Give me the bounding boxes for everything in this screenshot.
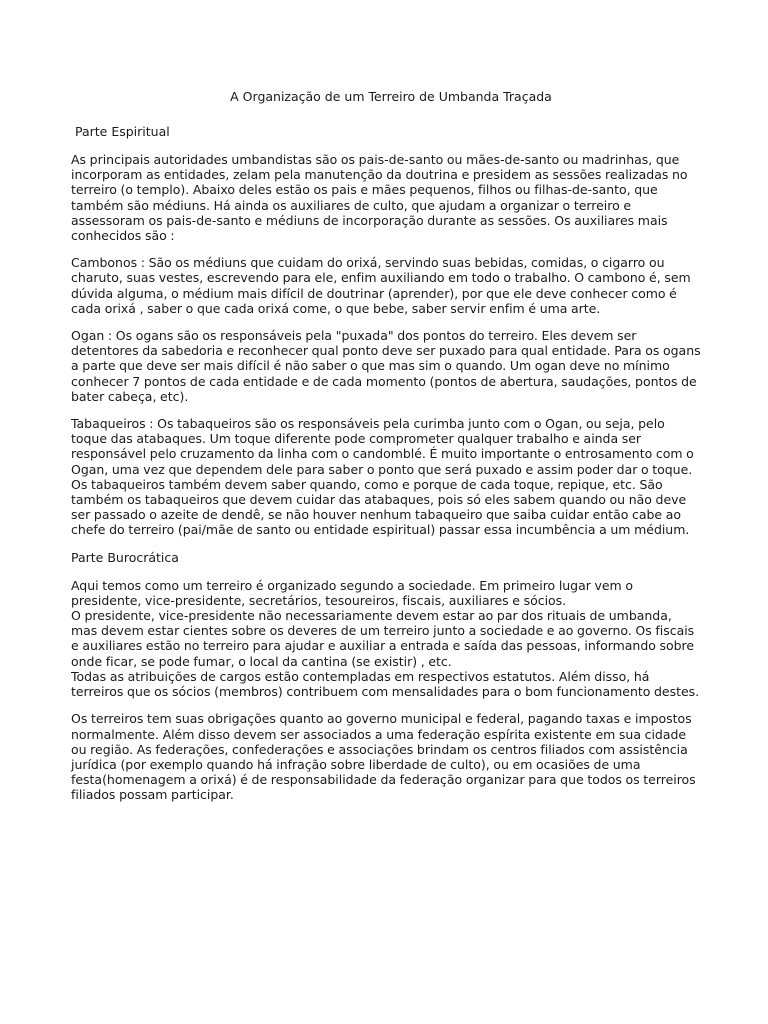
paragraph — [71, 152, 711, 243]
document-title: A Organização de um Terreiro de Umbanda Traçada — [230, 89, 552, 104]
text-line: cada orixá , saber o que cada orixá come, o que bebe, saber servir enfim é uma arte. — [71, 300, 601, 316]
text-line: Os tabaqueiros também devem saber quando, como e porque de cada toque, repique, etc. São — [71, 476, 663, 492]
text-line: conhecer 7 pontos de cada entidade e de cada momento (pontos de abertura, saudações, pontos de — [71, 373, 697, 389]
text-line: Aqui temos como um terreiro é organizado segundo a sociedade. Em primeiro lugar vem o — [71, 577, 633, 593]
text-line: Os terreiros tem suas obrigações quanto ao governo municipal e federal, pagando taxas e impostos — [71, 711, 692, 727]
paragraph — [71, 711, 711, 802]
document-page — [71, 89, 711, 815]
text-line: Tabaqueiros : Os tabaqueiros são os responsáveis pela curimba junto com o Ogan, ou seja, pelo — [71, 416, 665, 432]
text-line: terreiros que os sócios (membros) contribuem com mensalidades para o bom funcionamento destes. — [71, 684, 700, 700]
text-line: conhecidos são : — [71, 228, 175, 244]
paragraph — [71, 328, 711, 404]
text-line: charuto, suas vestes, escrevendo para ele, enfim auxiliando em todo o trabalho. O cambono é, sem — [71, 270, 691, 286]
text-line: Ogan : Os ogans são os responsáveis pela "puxada" dos pontos do terreiro. Eles devem ser — [71, 328, 637, 344]
text-line: festa(homenagem a orixá) é de responsabilidade da federação organizar para que todos os terreiros — [71, 772, 696, 788]
text-line: também são médiuns. Há ainda os auxiliares de culto, que ajudam a organizar o terreiro e — [71, 197, 632, 213]
text-line: O presidente, vice-presidente não necessariamente devem estar ao par dos rituais de umbanda, — [71, 608, 672, 624]
section-heading: Parte Espiritual — [75, 124, 170, 139]
paragraph — [71, 255, 711, 316]
text-line: dúvida alguma, o médium mais difícil de doutrinar (aprender), por que ele deve conhecer como é — [71, 285, 677, 301]
text-line: assessoram os pais-de-santo e médiuns de incorporação durante as sessões. Os auxiliares mais — [71, 212, 668, 228]
text-line: detentores da sabedoria e reconhecer qual ponto deve ser puxado para qual entidade. Para os ogans — [71, 343, 701, 359]
text-line: também os tabaqueiros que devem cuidar das atabaques, pois só eles sabem quando ou não deve — [71, 492, 687, 508]
text-line: As principais autoridades umbandistas são os pais-de-santo ou mães-de-santo ou madrinhas, que — [71, 152, 680, 167]
text-line: toque das atabaques. Um toque diferente pode comprometer qualquer trabalho e ainda ser — [71, 431, 642, 447]
text-line: jurídica (por exemplo quando há infração sobre liberdade de culto), ou em ocasiões de uma — [71, 756, 641, 772]
text-line: filiados possam participar. — [71, 787, 234, 803]
text-line: onde ficar, se pode fumar, o local da cantina (se existir) , etc. — [71, 653, 452, 669]
text-line: ser passado o azeite de dendê, se não houver nenhum tabaqueiro que saiba cuidar então cabe ao — [71, 507, 681, 523]
text-line: Ogan, uma vez que dependem dele para saber o ponto que será puxado e assim poder dar o toque. — [71, 461, 693, 477]
text-line: responsável pelo cruzamento da linha com o candomblé. É muito importante o entrosamento com o — [71, 446, 694, 462]
text-line: a parte que deve ser mais difícil é não saber o que mas sim o quando. Um ogan deve no mínimo — [71, 358, 670, 374]
document-body — [71, 124, 711, 803]
text-line: ou região. As federações, confederações e associações brindam os centros filiados com assistência — [71, 741, 688, 757]
text-line: incorporam as entidades, zelam pela manutenção da doutrina e presidem as sessões realizadas no — [71, 167, 688, 183]
text-line: normalmente. Além disso devem ser associados a uma federação espírita existente em sua cidade — [71, 726, 687, 742]
section-heading: Parte Burocrática — [71, 549, 179, 565]
paragraph — [71, 416, 711, 538]
text-line: presidente, vice-presidente, secretários, tesoureiros, fiscais, auxiliares e sócios. — [71, 592, 567, 608]
text-line: bater cabeça, etc). — [71, 388, 189, 404]
text-line: Todas as atribuições de cargos estão contempladas em respectivos estatutos. Além disso, há — [71, 668, 650, 684]
text-line: mas devem estar cientes sobre os deveres de um terreiro junto a sociedade e ao governo. Os fiscais — [71, 623, 695, 639]
text-line: e auxiliares estão no terreiro para ajudar e auxiliar a entrada e saída das pessoas, informando sobre — [71, 638, 695, 654]
paragraph — [71, 578, 711, 700]
text-line: Cambonos : São os médiuns que cuidam do orixá, servindo suas bebidas, comidas, o cigarro ou — [71, 255, 665, 271]
text-line: terreiro (o templo). Abaixo deles estão os pais e mães pequenos, filhos ou filhas-de-santo, que — [71, 182, 658, 198]
text-line: chefe do terreiro (pai/mãe de santo ou entidade espiritual) passar essa incumbência a um médium. — [71, 522, 690, 538]
